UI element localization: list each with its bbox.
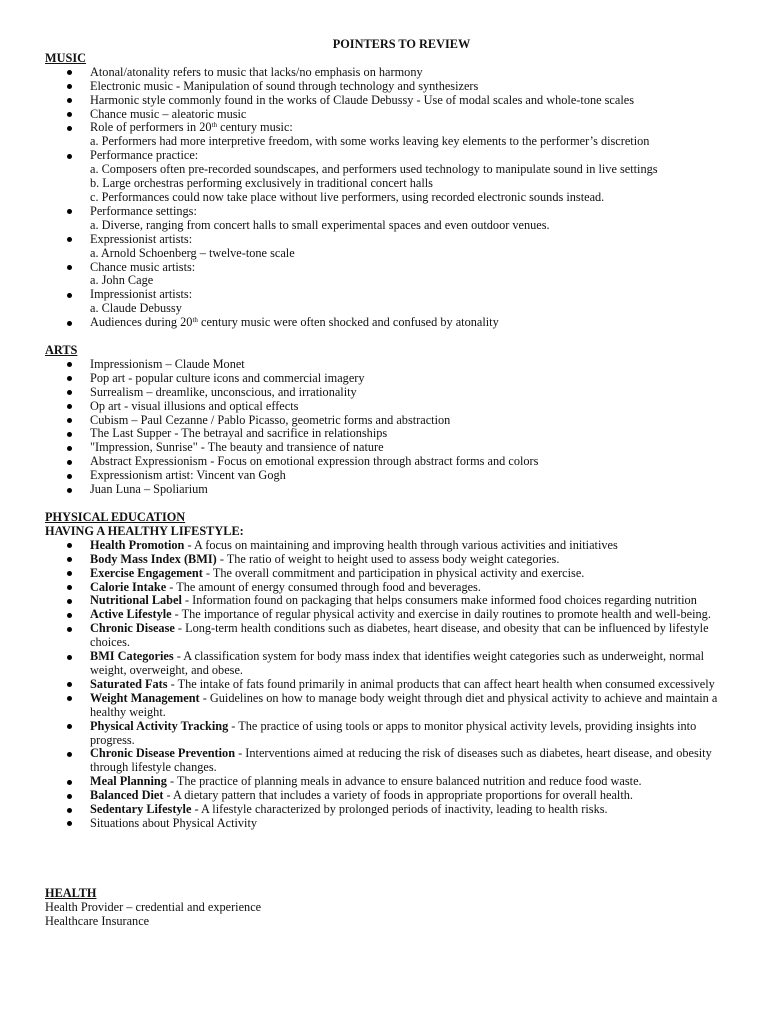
list-item: Chronic Disease - Long-term health conditions such as diabetes, heart disease, and obesity that can be influenced by lifestyle choices. [45,622,728,650]
list-item: Impressionism – Claude Monet [45,358,728,372]
health-heading: HEALTH [45,885,97,900]
list-item: Performance practice: a. Composers often pre-recorded soundscapes, and performers used technology to manipulate sound in live settings b. Large orchestras performing exclusively in traditional concert halls c. Performances could now take place without live performers, using recorded electronic sounds instead. [45,149,728,205]
list-item: Surrealism – dreamlike, unconscious, and irrationality [45,386,728,400]
health-line: Healthcare Insurance [45,913,150,928]
list-item: Active Lifestyle - The importance of regular physical activity and exercise in daily routines to promote health and well-being. [45,608,728,622]
pe-subheading: HAVING A HEALTHY LIFESTYLE: [45,523,244,538]
music-list [45,66,728,330]
list-item: Juan Luna – Spoliarium [45,483,728,497]
list-item: Cubism – Paul Cezanne / Pablo Picasso, geometric forms and abstraction [45,414,728,428]
pe-heading: PHYSICAL EDUCATION [45,510,186,524]
list-item: Audiences during 20th century music were often shocked and confused by atonality [45,316,728,330]
arts-list [45,358,728,497]
health-line: Health Provider – credential and experience [45,899,262,914]
list-item: Electronic music - Manipulation of sound through technology and synthesizers [45,80,728,94]
sub-item: a. Performers had more interpretive freedom, with some works leaving key elements to the performer’s discretion [90,134,650,149]
list-item: Op art - visual illusions and optical effects [45,400,728,414]
list-item: Chronic Disease Prevention - Interventions aimed at reducing the risk of diseases such as diabetes, heart disease, and obesity through lifestyle changes. [45,747,728,775]
arts-heading: ARTS [45,343,78,358]
spacer [45,330,728,344]
sub-item: a. Arnold Schoenberg – twelve-tone scale [90,245,295,260]
list-item: Role of performers in 20th century music: a. Performers had more interpretive freedom, with some works leaving key elements to the performer’s discretion [45,121,728,149]
list-item: Exercise Engagement - The overall commitment and participation in physical activity and exercise. [45,567,728,581]
list-item: Harmonic style commonly found in the works of Claude Debussy - Use of modal scales and whole-tone scales [45,94,728,108]
sub-item: c. Performances could now take place without live performers, using recorded electronic sounds instead. [90,189,605,204]
list-item: Performance settings: a. Diverse, ranging from concert halls to small experimental spaces and even outdoor venues. [45,205,728,233]
pe-list [45,539,728,831]
sub-item: a. Diverse, ranging from concert halls to small experimental spaces and even outdoor venues. [90,217,550,232]
list-item: Health Promotion - A focus on maintaining and improving health through various activities and initiatives [45,539,728,553]
sub-item: a. Claude Debussy [90,301,182,316]
list-item: Balanced Diet - A dietary pattern that includes a variety of foods in appropriate proportions for overall health. [45,789,728,803]
list-item: Physical Activity Tracking - The practice of using tools or apps to monitor physical activity levels, providing insights into progress. [45,720,728,748]
list-item: Impressionist artists: a. Claude Debussy [45,288,728,316]
sub-item: a. John Cage [90,273,154,288]
page-title: POINTERS TO REVIEW [332,37,471,51]
list-item: "Impression, Sunrise" - The beauty and transience of nature [45,441,728,455]
list-item: Abstract Expressionism - Focus on emotional expression through abstract forms and colors [45,455,728,469]
list-item: Sedentary Lifestyle - A lifestyle characterized by prolonged periods of inactivity, leading to health risks. [45,803,728,817]
music-heading: MUSIC [45,50,86,65]
spacer [45,497,728,511]
list-item: Expressionist artists: a. Arnold Schoenberg – twelve-tone scale [45,233,728,261]
list-item: Calorie Intake - The amount of energy consumed through food and beverages. [45,581,728,595]
list-item: Weight Management - Guidelines on how to manage body weight through diet and physical activity to achieve and maintain a healthy weight. [45,692,728,720]
list-item: Chance music – aleatoric music [45,108,728,122]
sub-item: a. Composers often pre-recorded soundscapes, and performers used technology to manipulate sound in live settings [90,162,658,177]
list-item: Body Mass Index (BMI) - The ratio of weight to height used to assess body weight categories. [45,553,728,567]
list-item: Pop art - popular culture icons and commercial imagery [45,372,728,386]
list-item: BMI Categories - A classification system for body mass index that identifies weight categories such as underweight, normal weight, overweight, and obese. [45,650,728,678]
list-item: Expressionism artist: Vincent van Gogh [45,469,728,483]
spacer [45,831,728,887]
list-item: Atonal/atonality refers to music that lacks/no emphasis on harmony [45,66,728,80]
sub-item: b. Large orchestras performing exclusively in traditional concert halls [90,176,433,191]
list-item: Meal Planning - The practice of planning meals in advance to ensure balanced nutrition and reduce food waste. [45,775,728,789]
list-item: Chance music artists: a. John Cage [45,261,728,289]
list-item: Saturated Fats - The intake of fats found primarily in animal products that can affect heart health when consumed excessively [45,678,728,692]
list-item: Situations about Physical Activity [45,817,728,831]
list-item: The Last Supper - The betrayal and sacrifice in relationships [45,427,728,441]
list-item: Nutritional Label - Information found on packaging that helps consumers make informed food choices regarding nutrition [45,594,728,608]
